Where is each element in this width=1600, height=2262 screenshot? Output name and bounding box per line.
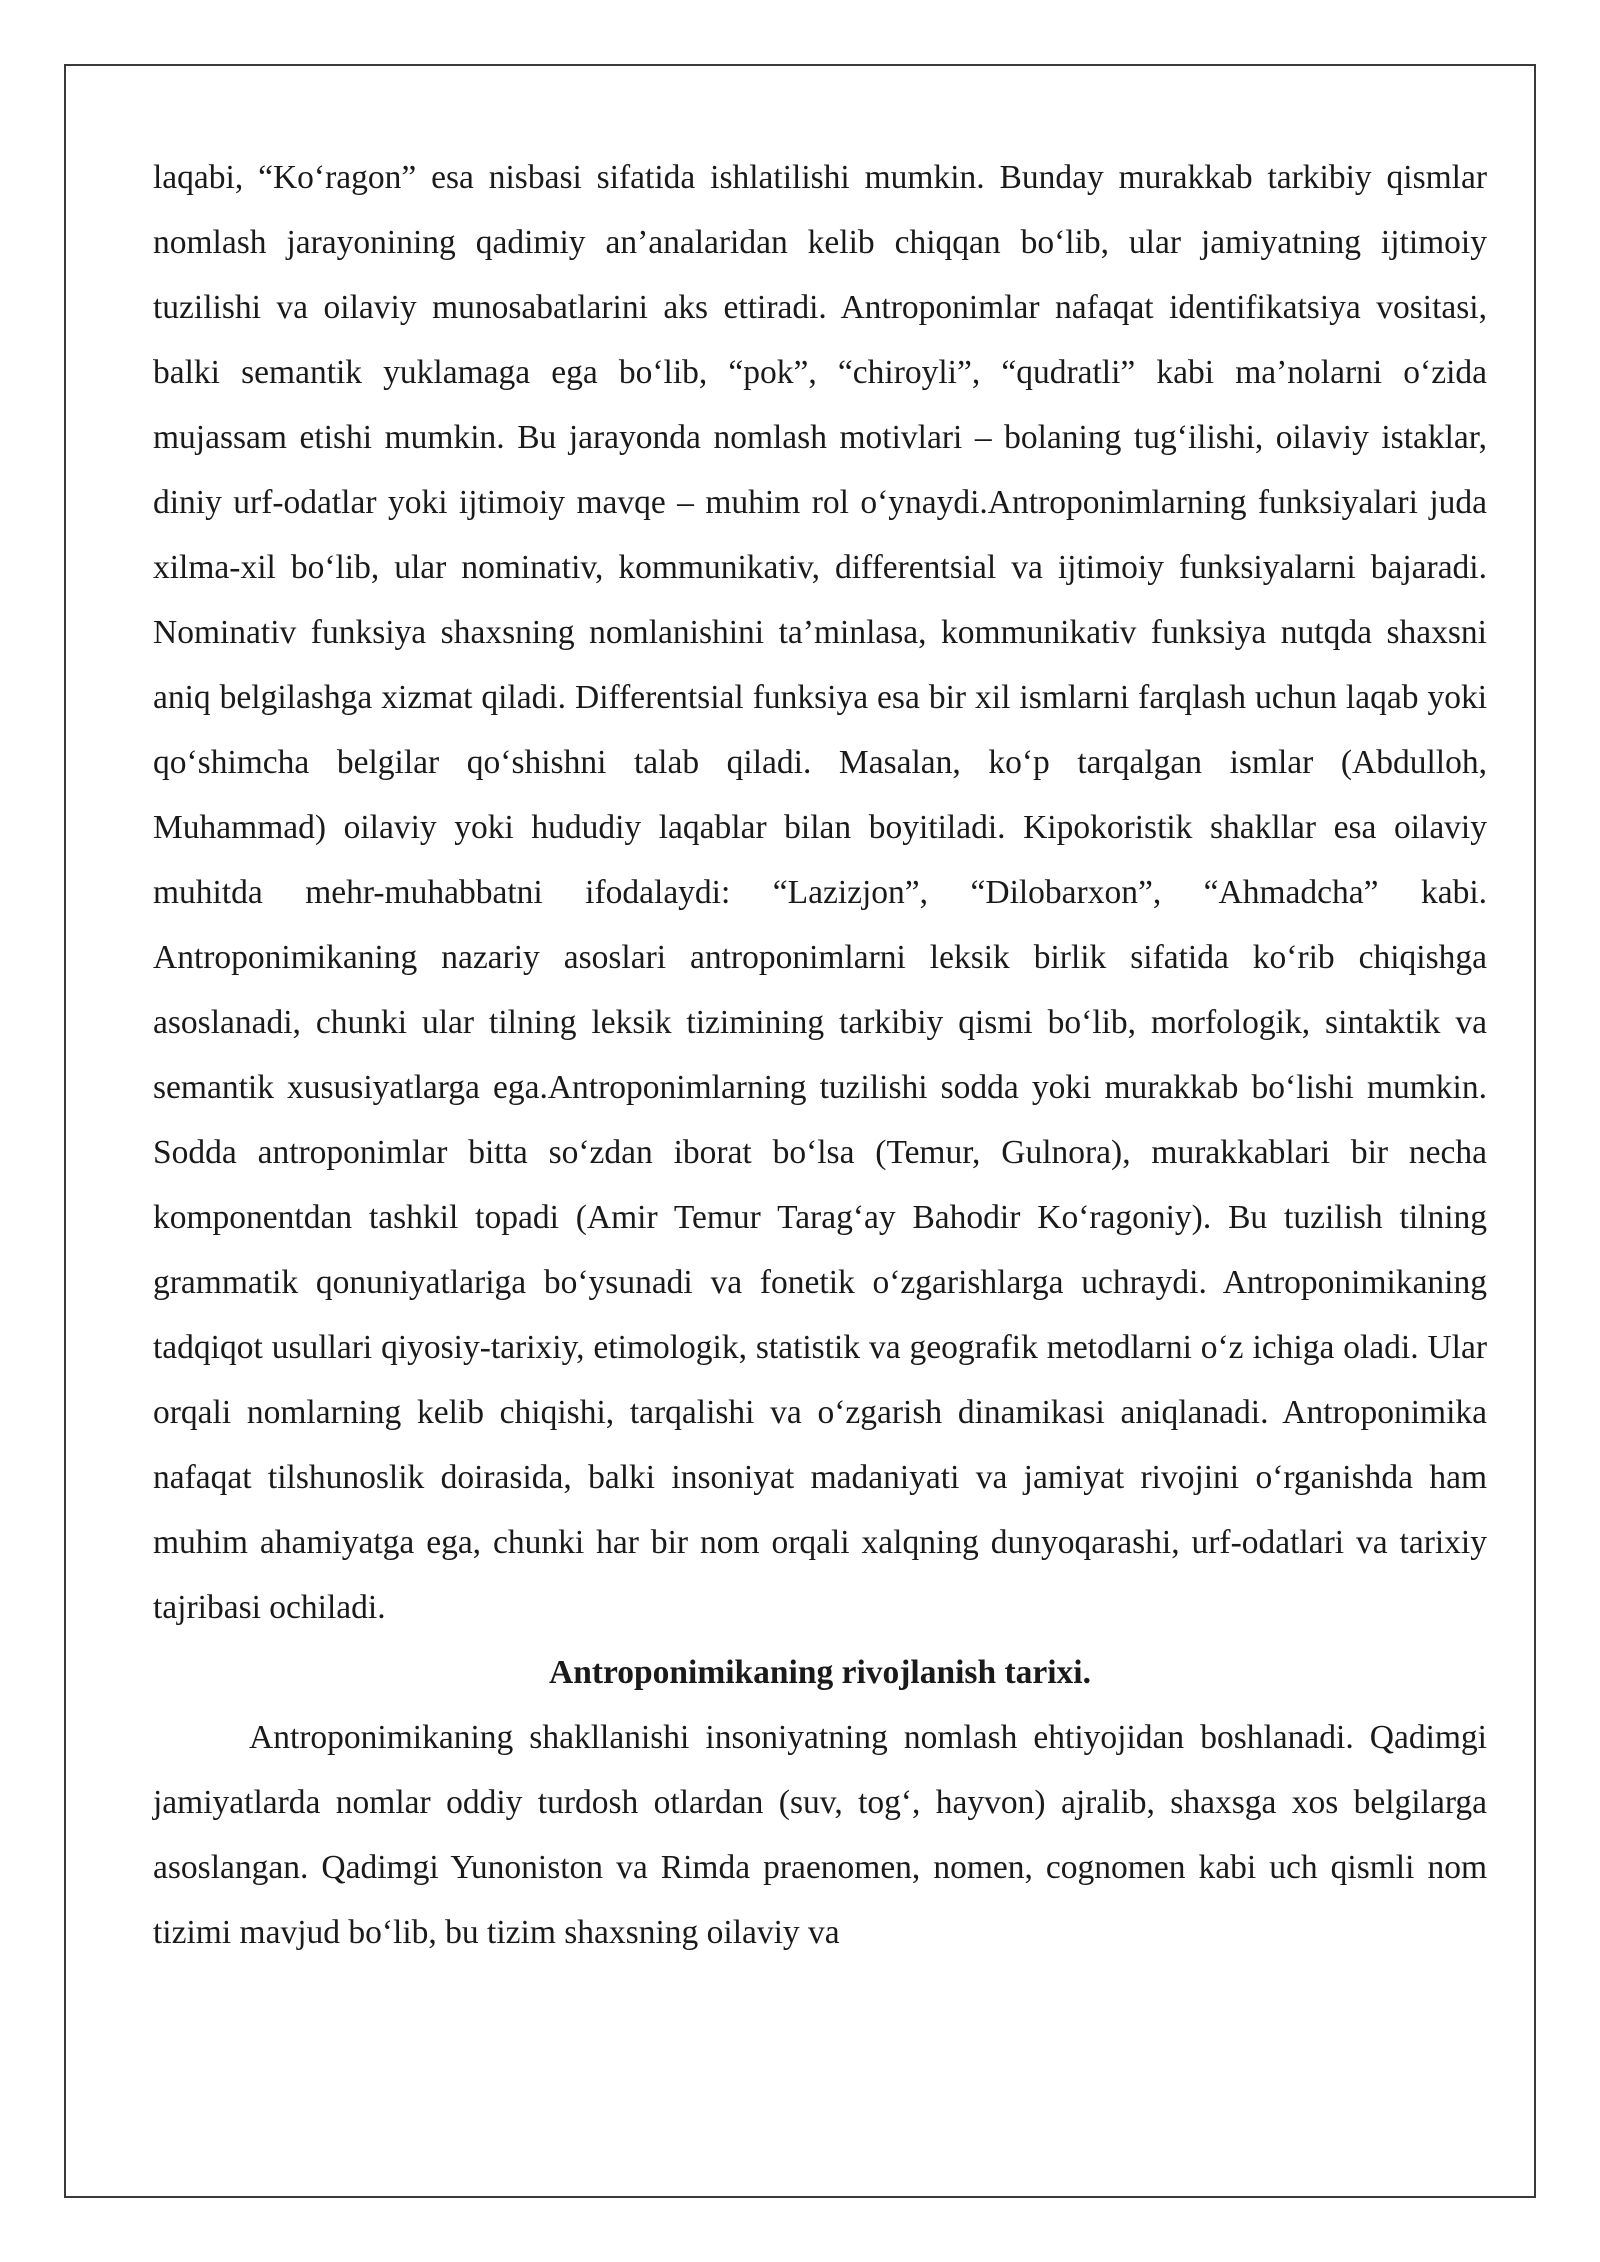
document-body bbox=[153, 145, 1487, 1965]
section-heading: Antroponimikaning rivojlanish tarixi. bbox=[549, 1654, 1091, 1691]
body-paragraph-indented: Antroponimikaning shakllanishi insoniyatning nomlash ehtiyojidan boshlanadi. Qadimgi jamiyatlarda nomlar oddiy turdosh otlardan (suv, tog‘, hayvon) ajralib, shaxsga xos belgilarga asoslangan. Qadimgi Yunoniston va Rimda praenomen, nomen, cognomen kabi uch qismli nom tizimi mavjud bo‘lib, bu tizim shaxsning oilaviy va bbox=[153, 1719, 1487, 1951]
body-paragraph: laqabi, “Ko‘ragon” esa nisbasi sifatida ishlatilishi mumkin. Bunday murakkab tarkibiy qismlar nomlash jarayonining qadimiy an’analaridan kelib chiqqan bo‘lib, ular jamiyatning ijtimoiy tuzilishi va oilaviy munosabatlarini aks ettiradi. Antroponimlar nafaqat identifikatsiya vositasi, balki semantik yuklamaga ega bo‘lib, “pok”, “chiroyli”, “qudratli” kabi ma’nolarni o‘zida mujassam etishi mumkin. Bu jarayonda nomlash motivlari – bolaning tug‘ilishi, oilaviy istaklar, diniy urf-odatlar yoki ijtimoiy mavqe – muhim rol o‘ynaydi.Antroponimlarning funksiyalari juda xilma-xil bo‘lib, ular nominativ, kommunikativ, differentsial va ijtimoiy funksiyalarni bajaradi. Nominativ funksiya shaxsning nomlanishini ta’minlasa, kommunikativ funksiya nutqda shaxsni aniq belgilashga xizmat qiladi. Differentsial funksiya esa bir xil ismlarni farqlash uchun laqab yoki qo‘shimcha belgilar qo‘shishni talab qiladi. Masalan, ko‘p tarqalgan ismlar (Abdulloh, Muhammad) oilaviy yoki hududiy laqablar bilan boyitiladi. Kipokoristik shakllar esa oilaviy muhitda mehr-muhabbatni ifodalaydi: “Lazizjon”, “Dilobarxon”, “Ahmadcha” kabi. Antroponimikaning nazariy asoslari antroponimlarni leksik birlik sifatida ko‘rib chiqishga asoslanadi, chunki ular tilning leksik tizimining tarkibiy qismi bo‘lib, morfologik, sintaktik va semantik xususiyatlarga ega.Antroponimlarning tuzilishi sodda yoki murakkab bo‘lishi mumkin. Sodda antroponimlar bitta so‘zdan iborat bo‘lsa (Temur, Gulnora), murakkablari bir necha komponentdan tashkil topadi (Amir Temur Tarag‘ay Bahodir Ko‘ragoniy). Bu tuzilish tilning grammatik qonuniyatlariga bo‘ysunadi va fonetik o‘zgarishlarga uchraydi. Antroponimikaning tadqiqot usullari qiyosiy-tarixiy, etimologik, statistik va geografik metodlarni o‘z ichiga oladi. Ular orqali nomlarning kelib chiqishi, tarqalishi va o‘zgarish dinamikasi aniqlanadi. Antroponimika nafaqat tilshunoslik doirasida, balki insoniyat madaniyati va jamiyat rivojini o‘rganishda ham muhim ahamiyatga ega, chunki har bir nom orqali xalqning dunyoqarashi, urf-odatlari va tarixiy tajribasi ochiladi. bbox=[153, 159, 1487, 1626]
